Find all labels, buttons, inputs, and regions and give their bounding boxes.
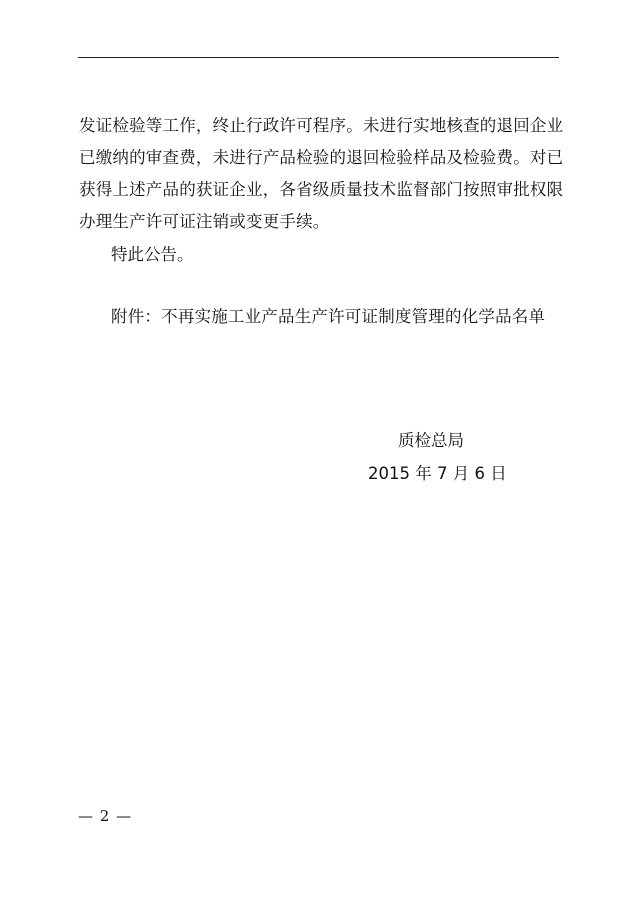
signature-date: 2015 年 7 月 6 日 [368,464,507,483]
paragraph-line: 获得上述产品的获证企业，各省级质量技术监督部门按照审批权限 [79,180,564,199]
paragraph-line: 发证检验等工作，终止行政许可程序。未进行实地核查的退回企业 [79,116,564,135]
paragraph-line: 办理生产许可证注销或变更手续。 [79,212,330,231]
closing-statement: 特此公告。 [111,245,194,264]
signature-organization: 质检总局 [398,431,464,450]
header-rule [78,57,559,58]
attachment-note: 附件：不再实施工业产品生产许可证制度管理的化学品名单 [111,307,546,326]
page-number: — 2 — [78,807,133,825]
paragraph-line: 已缴纳的审查费，未进行产品检验的退回检验样品及检验费。对已 [79,148,564,167]
